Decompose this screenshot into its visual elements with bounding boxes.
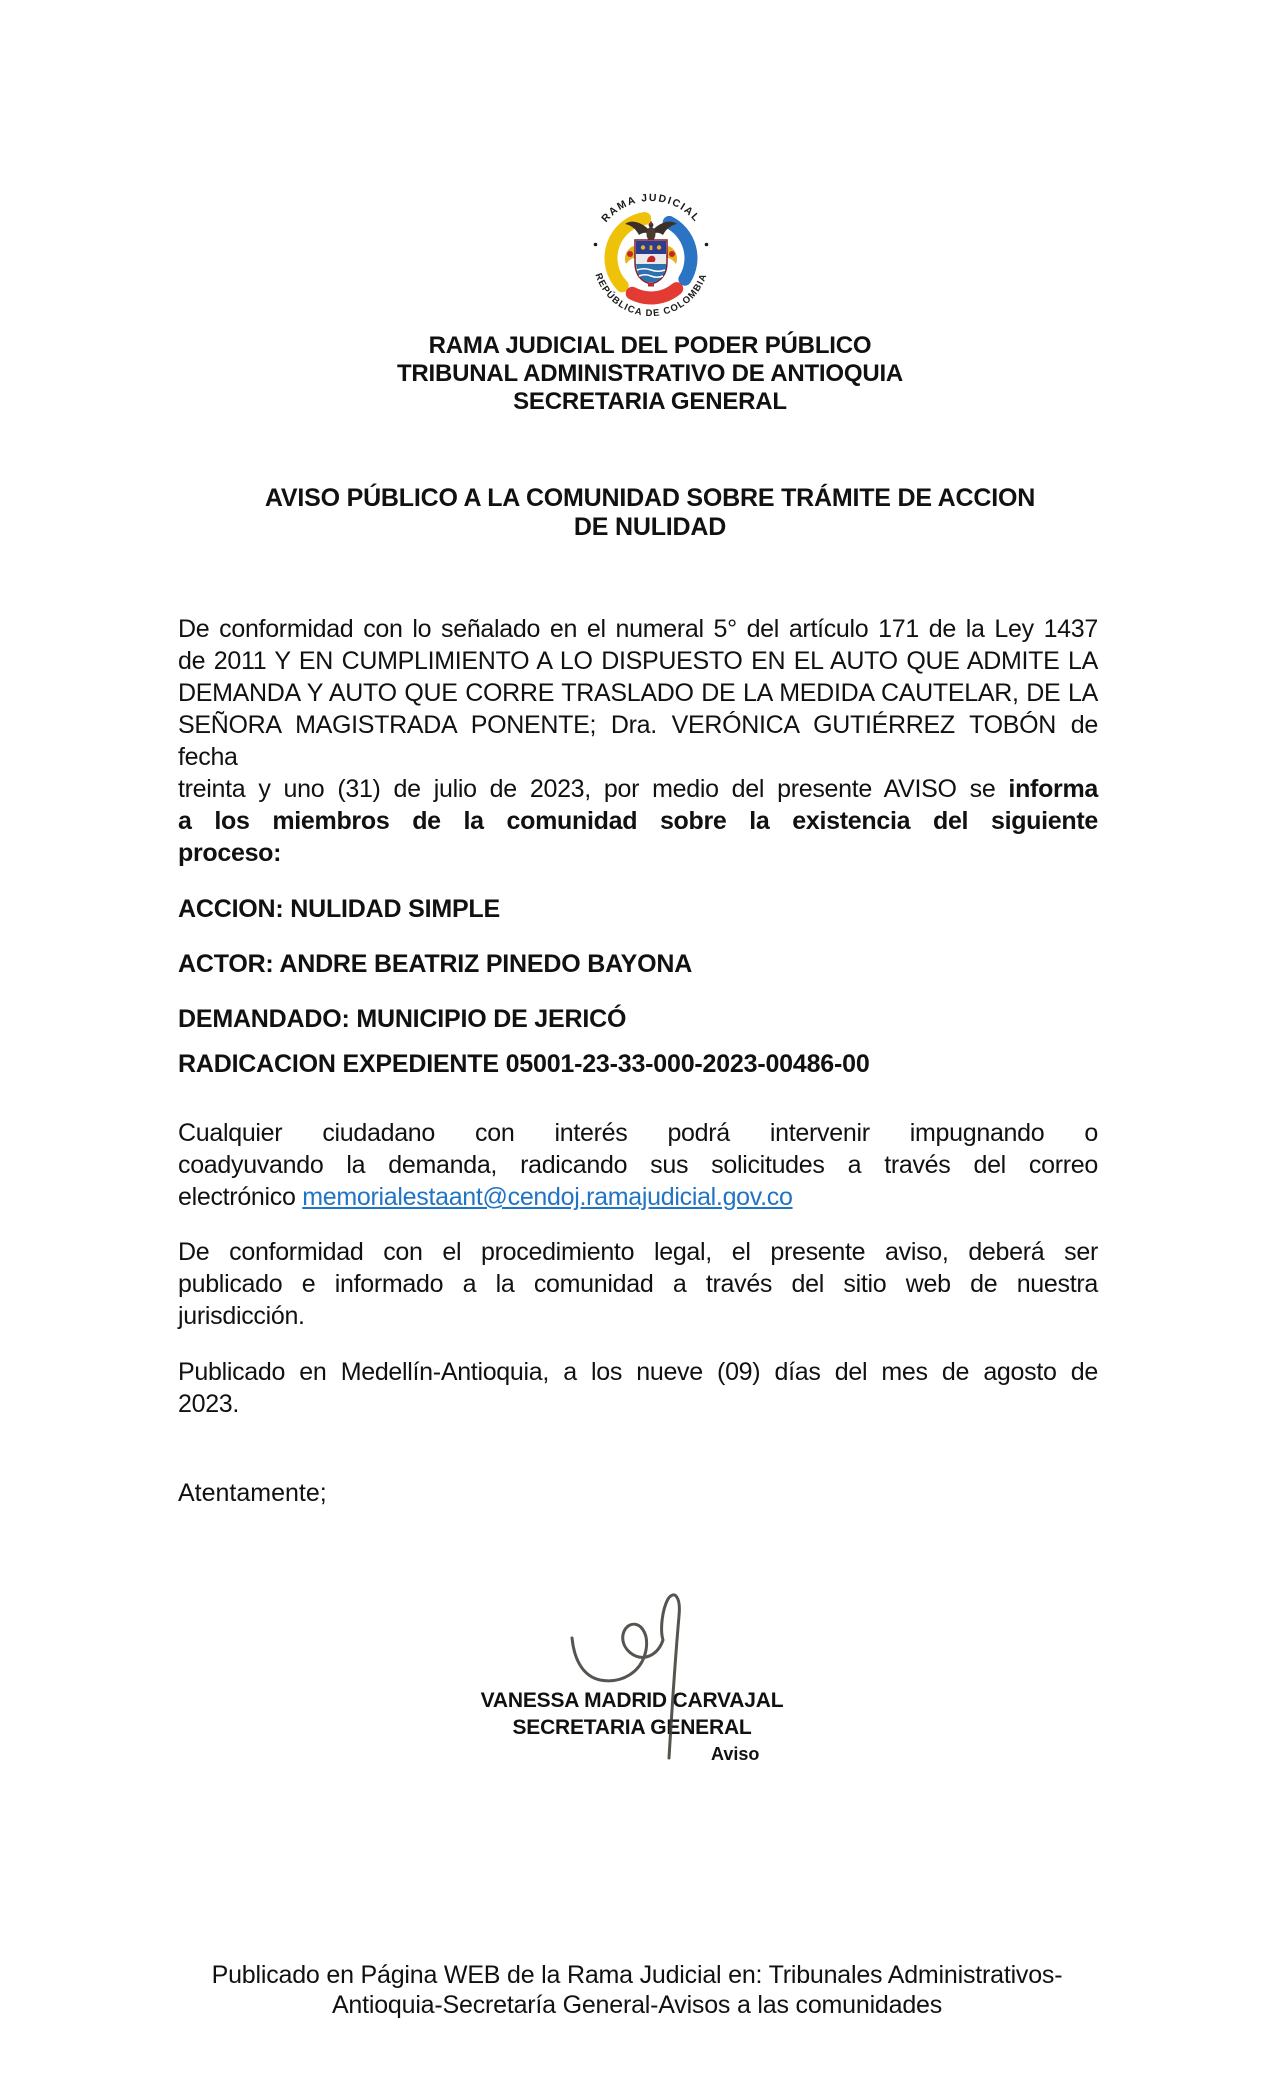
- title-line: AVISO PÚBLICO A LA COMUNIDAD SOBRE TRÁMITE DE ACCION: [264, 484, 1036, 512]
- text-line: 2023.: [178, 1390, 240, 1418]
- condor-icon: [625, 222, 677, 242]
- rama-judicial-seal: [581, 188, 721, 328]
- signature-note: Aviso: [711, 1744, 760, 1764]
- intro-paragraph: [178, 613, 1098, 869]
- publication-date-paragraph: [178, 1356, 1098, 1420]
- footer-publication-note: [137, 1960, 1137, 2020]
- case-docket-line: RADICACION EXPEDIENTE 05001-23-33-000-2023-00486-00: [178, 1050, 870, 1078]
- email-link[interactable]: memorialestaant@cendoj.ramajudicial.gov.co: [302, 1183, 793, 1211]
- seal-text-bottom: REPÚBLICA DE COLOMBIA: [592, 271, 710, 320]
- signatory-name: VANESSA MADRID CARVAJAL: [480, 1689, 784, 1712]
- text-line: De conformidad con el procedimiento legal, el presente aviso, deberá ser: [178, 1238, 1098, 1266]
- text-line: De conformidad con lo señalado en el numeral 5° del artículo 171 de la Ley 1437: [178, 615, 1098, 643]
- closing-salutation: Atentamente;: [178, 1479, 327, 1507]
- case-defendant-line: DEMANDADO: MUNICIPIO DE JERICÓ: [178, 1005, 627, 1033]
- text-line: Cualquier ciudadano con interés podrá intervenir impugnando o: [178, 1119, 1098, 1147]
- case-action-line: ACCION: NULIDAD SIMPLE: [178, 895, 500, 923]
- page-title: [165, 484, 1135, 542]
- text-line: de 2011 Y EN CUMPLIMIENTO A LO DISPUESTO EN EL AUTO QUE ADMITE LA: [178, 647, 1098, 675]
- seal-text-top: RAMA JUDICIAL: [599, 191, 703, 225]
- title-line: DE NULIDAD: [573, 513, 727, 541]
- text-line: proceso:: [178, 839, 282, 867]
- institution-heading: [165, 332, 1135, 416]
- text-line: Publicado en Medellín-Antioquia, a los nueve (09) días del mes de agosto de: [178, 1358, 1098, 1386]
- text-line: electrónico memorialestaant@cendoj.ramajudicial.gov.co: [178, 1183, 793, 1211]
- text-line: SEÑORA MAGISTRADA PONENTE; Dra. VERÓNICA GUTIÉRREZ TOBÓN de fecha: [178, 711, 1098, 771]
- text-line: DEMANDA Y AUTO QUE CORRE TRASLADO DE LA MEDIDA CAUTELAR, DE LA: [178, 679, 1098, 707]
- heading-line: RAMA JUDICIAL DEL PODER PÚBLICO: [428, 332, 872, 359]
- text-line: coadyuvando la demanda, radicando sus solicitudes a través del correo: [178, 1151, 1098, 1179]
- text-line: a los miembros de la comunidad sobre la existencia del siguiente: [178, 807, 1098, 835]
- signatory-role: SECRETARIA GENERAL: [512, 1716, 752, 1739]
- seal-dot-left: [594, 243, 598, 247]
- heading-line: TRIBUNAL ADMINISTRATIVO DE ANTIOQUIA: [396, 360, 904, 387]
- footer-line: Publicado en Página WEB de la Rama Judicial en: Tribunales Administrativos-: [211, 1961, 1063, 1989]
- heading-line: SECRETARIA GENERAL: [513, 388, 787, 415]
- seal-dot-right: [705, 243, 709, 247]
- seal-ring-red: [632, 289, 677, 298]
- text-line: publicado e informado a la comunidad a través del sitio web de nuestra: [178, 1270, 1098, 1298]
- text-line: treinta y uno (31) de julio de 2023, por medio del presente AVISO se informa: [178, 775, 1098, 803]
- text-line: jurisdicción.: [178, 1302, 305, 1330]
- shield-icon: [625, 240, 677, 287]
- footer-line: Antioquia-Secretaría General-Avisos a las comunidades: [331, 1991, 943, 2019]
- handwritten-signature: [552, 1588, 712, 1773]
- case-actor-line: ACTOR: ANDRE BEATRIZ PINEDO BAYONA: [178, 950, 693, 978]
- web-notice-paragraph: [178, 1236, 1098, 1332]
- intervention-paragraph: [178, 1117, 1098, 1213]
